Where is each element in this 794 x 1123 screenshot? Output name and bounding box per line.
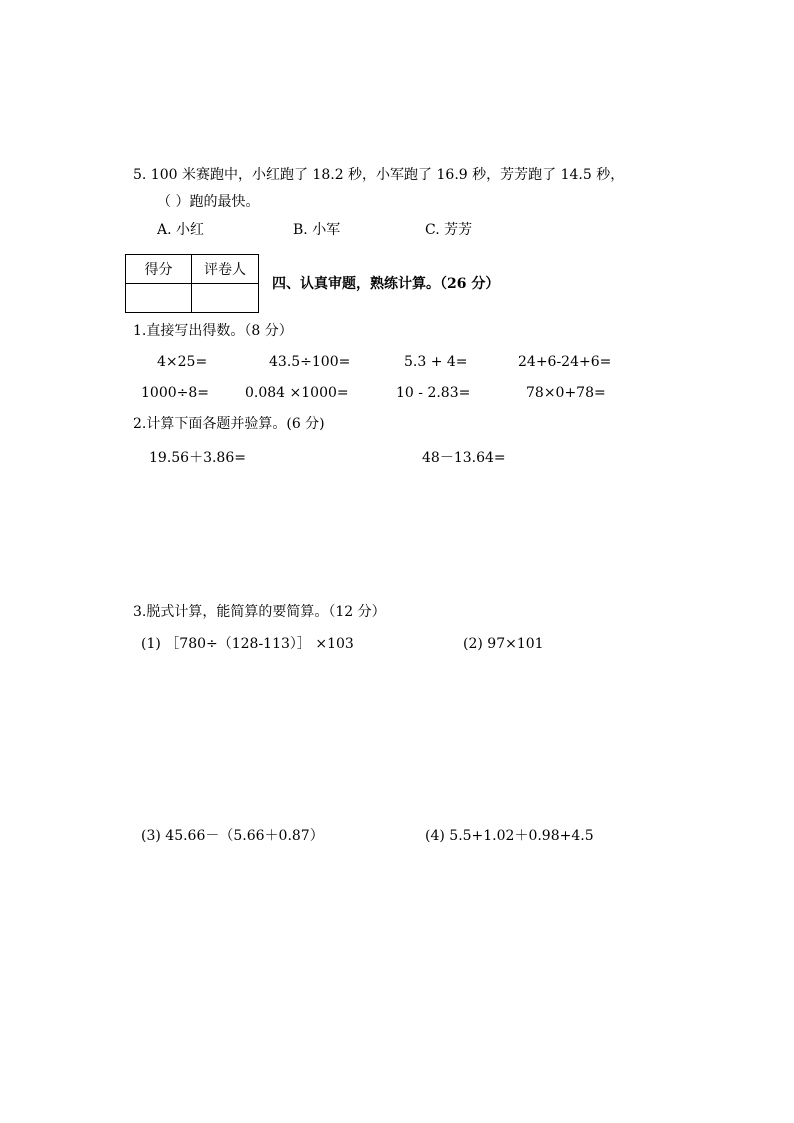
q5-line2: （ ）跑的最快。 — [157, 194, 260, 210]
part1-item: 0.084 ×1000= — [245, 385, 349, 401]
part2-item: 19.56＋3.86= — [149, 450, 246, 466]
score-box-value-row — [126, 284, 259, 313]
part3-item: (2) 97×101 — [463, 636, 544, 652]
grader-header: 评卷人 — [192, 255, 259, 284]
part1-item: 43.5÷100= — [269, 354, 351, 370]
score-cell[interactable] — [126, 284, 192, 313]
part1-item: 78×0+78= — [526, 385, 606, 401]
part1-item: 4×25= — [157, 354, 208, 370]
part1-title: 1.直接写出得数。（8 分） — [133, 323, 293, 339]
score-box — [125, 254, 259, 313]
part3-item: (3) 45.66－（5.66＋0.87） — [141, 828, 324, 844]
part2-item: 48－13.64= — [422, 450, 506, 466]
section4-title: 四、认真审题，熟练计算。（26 分） — [272, 276, 500, 292]
score-header: 得分 — [126, 255, 192, 284]
q5-option-c: C. 芳芳 — [425, 222, 473, 238]
part3-title: 3.脱式计算，能简算的要简算。（12 分） — [133, 604, 386, 620]
part1-item: 10 - 2.83= — [396, 385, 471, 401]
q5-option-a: A. 小红 — [157, 222, 205, 238]
part3-item: (1) ［780÷（128-113）］ ×103 — [141, 636, 354, 652]
q5-option-b: B. 小军 — [293, 222, 341, 238]
part1-item: 5.3 + 4= — [404, 354, 468, 370]
part1-item: 24+6-24+6= — [518, 354, 612, 370]
q5-line1: 5. 100 米赛跑中，小红跑了 18.2 秒，小军跑了 16.9 秒，芳芳跑了 14.5 秒， — [133, 167, 625, 183]
part1-item: 1000÷8= — [141, 385, 209, 401]
part2-title: 2.计算下面各题并验算。(6 分) — [133, 416, 325, 432]
part3-item: (4) 5.5+1.02＋0.98+4.5 — [425, 828, 594, 844]
grader-cell[interactable] — [192, 284, 259, 313]
score-box-header-row — [126, 255, 259, 284]
